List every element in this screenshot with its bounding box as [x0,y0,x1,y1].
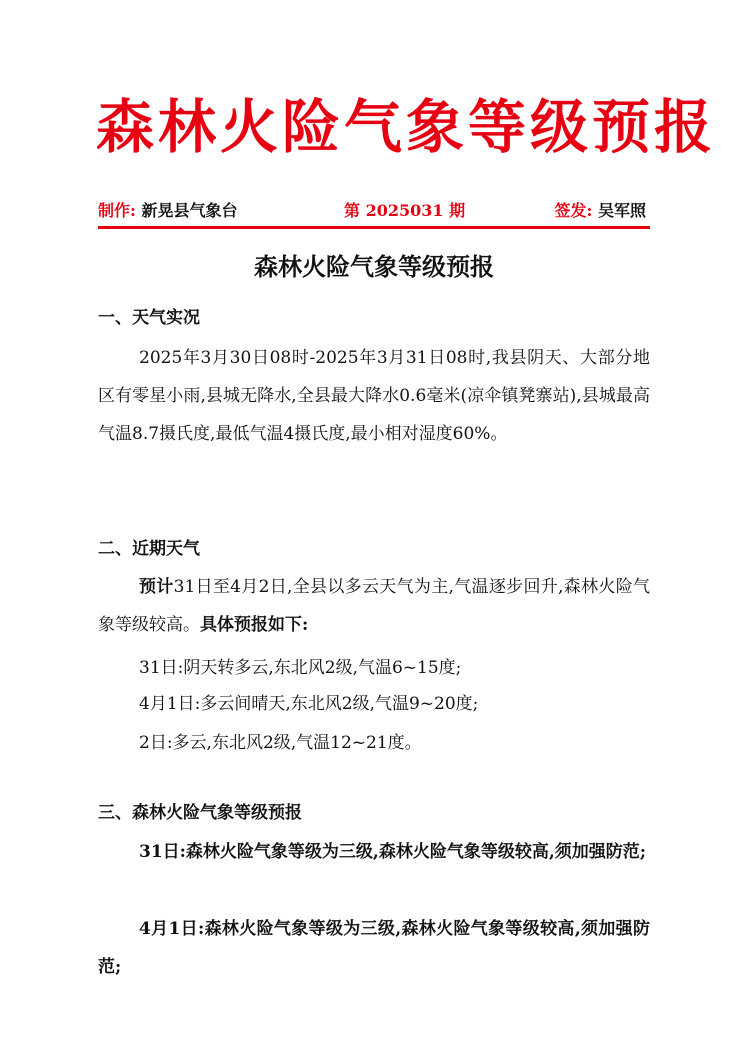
maker-label: 制作: [98,201,136,220]
issue-number [344,198,465,224]
issue-suffix: 期 [449,201,466,220]
fire-risk-item-2: 4月1日:森林火险气象等级为三级,森林火险气象等级较高,须加强防范; [98,919,650,977]
red-divider [98,226,650,229]
signer-value: 吴军照 [597,201,646,220]
section2-lead [98,568,650,644]
maker-value: 新晃县气象台 [141,201,238,220]
section1-heading: 一、天气实况 [98,308,200,328]
masthead-title: 森林火险气象等级预报 [96,93,717,161]
section1-body: 2025年3月30日08时-2025年3月31日08时,我县阴天、大部分地区有零星小雨,县城无降水,全县最大降水0.6毫米(凉伞镇凳寨站),县城最高气温8.7摄氏度,最低气温4摄氏度,最小相对湿度60%。 [98,348,650,444]
lead-bold: 预计 [139,577,174,597]
section2-heading: 二、近期天气 [98,539,200,559]
lead-text: 31日至4月2日,全县以多云天气为主,气温逐步回升,森林火险气象等级较高。 [98,577,651,635]
issue-info-bar [98,198,650,224]
lead-tail: 具体预报如下: [200,615,309,635]
issue-prefix: 第 [344,201,361,220]
signer-info [554,198,646,224]
forecast-day-2: 4月1日:多云间晴天,东北风2级,气温9~20度; [139,694,479,714]
forecast-day-1: 31日:阴天转多云,东北风2级,气温6~15度; [139,658,462,678]
section3-heading: 三、森林火险气象等级预报 [98,803,302,823]
forecast-day-3: 2日:多云,东北风2级,气温12~21度。 [139,733,422,753]
maker-info [98,198,238,224]
fire-risk-item-1: 31日:森林火险气象等级为三级,森林火险气象等级较高,须加强防范; [139,842,647,862]
signer-label: 签发: [554,201,593,220]
issue-value: 2025031 [365,201,444,220]
document-title: 森林火险气象等级预报 [254,252,494,281]
